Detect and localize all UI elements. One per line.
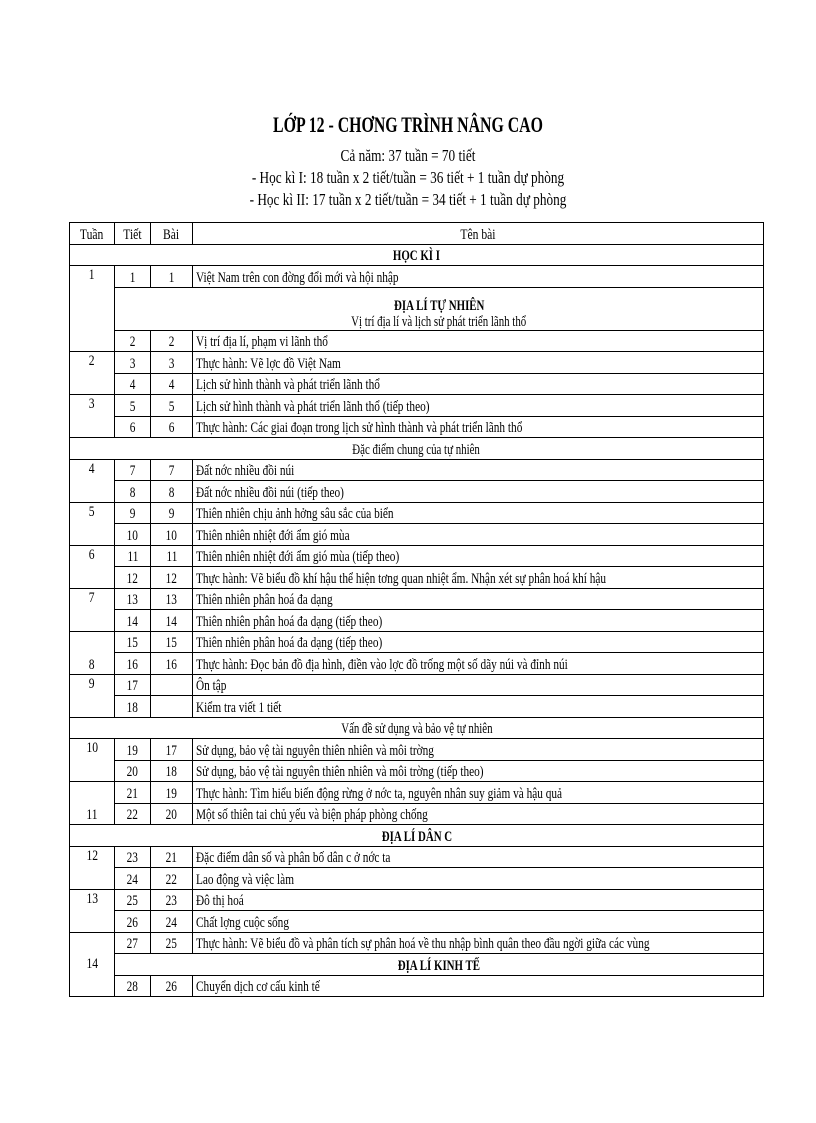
week-cell: 6: [70, 545, 115, 588]
lesson-name-cell: Một số thiên tai chủ yếu và biện pháp phòng chống: [193, 803, 764, 825]
lesson-cell: 23: [151, 889, 193, 911]
lesson-cell: 2: [151, 330, 193, 352]
lesson-name-cell: Thực hành: Các giai đoạn trong lịch sử hình thành và phát triển lãnh thổ: [193, 416, 764, 438]
period-cell: 13: [115, 588, 151, 610]
period-cell: 17: [115, 674, 151, 696]
lesson-name-cell: Thực hành: Vẽ lợc đồ Việt Nam: [193, 352, 764, 374]
table-row: [70, 352, 764, 374]
lesson-name-cell: Lịch sử hình thành và phát triển lãnh thổ (tiếp theo): [193, 395, 764, 417]
lesson-name-cell: Thực hành: Vẽ biểu đồ khí hậu thể hiện tơng quan nhiệt ẩm. Nhận xét sự phân hoá khí hậu: [193, 567, 764, 589]
table-row: [70, 588, 764, 610]
lesson-name-cell: Sử dụng, bảo vệ tài nguyên thiên nhiên và môi trờng: [193, 739, 764, 761]
table-row: [70, 395, 764, 417]
lesson-name-cell: Ôn tập: [193, 674, 764, 696]
table-row: [70, 911, 764, 933]
table-row: [70, 266, 764, 288]
table-row: [70, 782, 764, 804]
table-row: [70, 416, 764, 438]
table-row: [70, 631, 764, 653]
header-lesson-name: Tên bài: [193, 223, 764, 245]
lesson-cell: 9: [151, 502, 193, 524]
lesson-cell: 18: [151, 760, 193, 782]
section-dia-li-kinh-te: ĐỊA LÍ KINH TẾ: [115, 954, 764, 976]
period-cell: 19: [115, 739, 151, 761]
week-cell: 11: [70, 782, 115, 825]
lesson-cell: 25: [151, 932, 193, 954]
section-row: [70, 244, 764, 266]
lesson-name-cell: Đặc điểm dân số và phân bố dân c ở nớc ta: [193, 846, 764, 868]
table-row: [70, 459, 764, 481]
lesson-name-cell: Lịch sử hình thành và phát triển lãnh thổ: [193, 373, 764, 395]
section-dac-diem-tu-nhien: Đặc điểm chung của tự nhiên: [70, 438, 764, 460]
table-row: [70, 610, 764, 632]
lesson-name-cell: Thiên nhiên phân hoá đa dạng: [193, 588, 764, 610]
period-cell: 6: [115, 416, 151, 438]
period-cell: 20: [115, 760, 151, 782]
section-dia-li-dan-cu: ĐỊA LÍ DÂN C: [70, 825, 764, 847]
period-cell: 2: [115, 330, 151, 352]
curriculum-table: [69, 222, 764, 997]
week-cell: 3: [70, 395, 115, 438]
table-header-row: [70, 223, 764, 245]
period-cell: 27: [115, 932, 151, 954]
period-cell: 8: [115, 481, 151, 503]
lesson-cell: [151, 674, 193, 696]
period-cell: 14: [115, 610, 151, 632]
table-row: [70, 803, 764, 825]
table-row: [70, 674, 764, 696]
lesson-name-cell: Thiên nhiên nhiệt đới ẩm gió mùa (tiếp theo): [193, 545, 764, 567]
week-cell: 13: [70, 889, 115, 932]
section-row: [70, 825, 764, 847]
week-cell: 10: [70, 739, 115, 782]
lesson-cell: 7: [151, 459, 193, 481]
period-cell: 22: [115, 803, 151, 825]
lesson-cell: 4: [151, 373, 193, 395]
section-row: [70, 287, 764, 330]
lesson-name-cell: Thiên nhiên phân hoá đa dạng (tiếp theo): [193, 610, 764, 632]
period-cell: 23: [115, 846, 151, 868]
table-row: [70, 760, 764, 782]
header-period: Tiết: [115, 223, 151, 245]
table-row: [70, 653, 764, 675]
section-dia-li-tu-nhien: ĐỊA LÍ TỰ NHIÊN Vị trí địa lí và lịch sử phát triển lãnh thổ: [115, 287, 764, 330]
period-cell: 28: [115, 975, 151, 997]
lesson-name-cell: Thiên nhiên nhiệt đới ẩm gió mùa: [193, 524, 764, 546]
lesson-name-cell: Thiên nhiên chịu ảnh hởng sâu sắc của biển: [193, 502, 764, 524]
week-cell: 1: [70, 266, 115, 352]
section-row: [70, 954, 764, 976]
section-hoc-ki-1: HỌC KÌ I: [70, 244, 764, 266]
period-cell: 4: [115, 373, 151, 395]
lesson-name-cell: Đất nớc nhiều đồi núi (tiếp theo): [193, 481, 764, 503]
lesson-cell: 20: [151, 803, 193, 825]
table-row: [70, 567, 764, 589]
table-row: [70, 889, 764, 911]
lesson-cell: 13: [151, 588, 193, 610]
lesson-name-cell: Thực hành: Vẽ biểu đồ và phân tích sự phân hoá về thu nhập bình quân theo đầu ngời giữa các vùng: [193, 932, 764, 954]
lesson-name-cell: Thiên nhiên phân hoá đa dạng (tiếp theo): [193, 631, 764, 653]
table-row: [70, 502, 764, 524]
lesson-cell: 11: [151, 545, 193, 567]
document-title: LỚP 12 - CHƠNG TRÌNH NÂNG CAO: [273, 112, 543, 137]
period-cell: 26: [115, 911, 151, 933]
table-row: [70, 975, 764, 997]
lesson-name-cell: Thực hành: Tìm hiểu biến động rừng ở nớc ta, nguyên nhân suy giảm và hậu quả: [193, 782, 764, 804]
lesson-cell: 15: [151, 631, 193, 653]
lesson-name-cell: Đô thị hoá: [193, 889, 764, 911]
table-row: [70, 330, 764, 352]
table-row: [70, 373, 764, 395]
period-cell: 12: [115, 567, 151, 589]
lesson-name-cell: Việt Nam trên con đờng đổi mới và hội nhập: [193, 266, 764, 288]
table-row: [70, 696, 764, 718]
lesson-cell: 6: [151, 416, 193, 438]
lesson-cell: [151, 696, 193, 718]
lesson-name-cell: Vị trí địa lí, phạm vi lãnh thổ: [193, 330, 764, 352]
lesson-cell: 22: [151, 868, 193, 890]
week-cell: 8: [70, 631, 115, 674]
week-cell: 9: [70, 674, 115, 717]
section-row: [70, 438, 764, 460]
table-row: [70, 846, 764, 868]
lesson-cell: 10: [151, 524, 193, 546]
table-row: [70, 739, 764, 761]
lesson-cell: 17: [151, 739, 193, 761]
period-cell: 15: [115, 631, 151, 653]
lesson-cell: 14: [151, 610, 193, 632]
semester-2-summary: - Học kì II: 17 tuần x 2 tiết/tuần = 34 tiết + 1 tuần dự phòng: [249, 190, 567, 209]
header-week: Tuần: [70, 223, 115, 245]
year-summary: Cả năm: 37 tuần = 70 tiết: [340, 146, 476, 165]
period-cell: 10: [115, 524, 151, 546]
lesson-name-cell: Chuyển dịch cơ cấu kinh tế: [193, 975, 764, 997]
period-cell: 18: [115, 696, 151, 718]
table-row: [70, 868, 764, 890]
lesson-cell: 19: [151, 782, 193, 804]
section-van-de-tu-nhien: Vấn đề sử dụng và bảo vệ tự nhiên: [70, 717, 764, 739]
week-cell: 12: [70, 846, 115, 889]
table-row: [70, 524, 764, 546]
lesson-cell: 24: [151, 911, 193, 933]
lesson-name-cell: Kiểm tra viết 1 tiết: [193, 696, 764, 718]
week-cell: 5: [70, 502, 115, 545]
period-cell: 7: [115, 459, 151, 481]
lesson-cell: 21: [151, 846, 193, 868]
period-cell: 24: [115, 868, 151, 890]
lesson-name-cell: Đất nớc nhiều đồi núi: [193, 459, 764, 481]
period-cell: 3: [115, 352, 151, 374]
semester-1-summary: - Học kì I: 18 tuần x 2 tiết/tuần = 36 tiết + 1 tuần dự phòng: [251, 168, 565, 187]
lesson-cell: 5: [151, 395, 193, 417]
period-cell: 16: [115, 653, 151, 675]
section-row: [70, 717, 764, 739]
lesson-name-cell: Sử dụng, bảo vệ tài nguyên thiên nhiên và môi trờng (tiếp theo): [193, 760, 764, 782]
period-cell: 1: [115, 266, 151, 288]
header-lesson: Bài: [151, 223, 193, 245]
lesson-cell: 12: [151, 567, 193, 589]
table-row: [70, 932, 764, 954]
lesson-cell: 8: [151, 481, 193, 503]
period-cell: 25: [115, 889, 151, 911]
period-cell: 5: [115, 395, 151, 417]
week-cell: 7: [70, 588, 115, 631]
period-cell: 9: [115, 502, 151, 524]
table-row: [70, 545, 764, 567]
week-cell: 14: [70, 932, 115, 997]
lesson-cell: 26: [151, 975, 193, 997]
week-cell: 2: [70, 352, 115, 395]
period-cell: 11: [115, 545, 151, 567]
lesson-cell: 16: [151, 653, 193, 675]
table-row: [70, 481, 764, 503]
lesson-name-cell: Thực hành: Đọc bản đồ địa hình, điền vào lợc đồ trống một số dãy núi và đỉnh núi: [193, 653, 764, 675]
lesson-name-cell: Lao động và việc làm: [193, 868, 764, 890]
period-cell: 21: [115, 782, 151, 804]
lesson-cell: 3: [151, 352, 193, 374]
week-cell: 4: [70, 459, 115, 502]
lesson-name-cell: Chất lợng cuộc sống: [193, 911, 764, 933]
lesson-cell: 1: [151, 266, 193, 288]
